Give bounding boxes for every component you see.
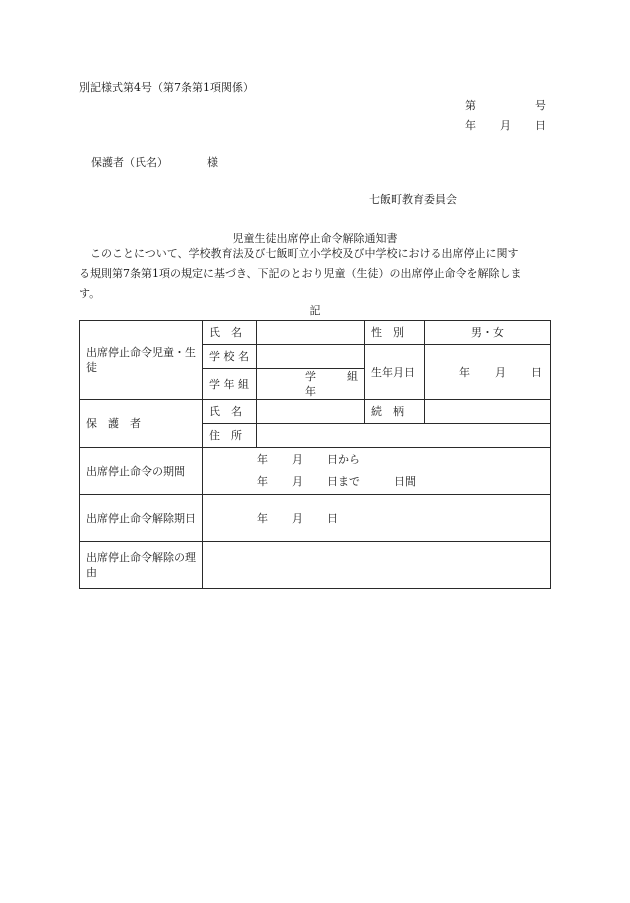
address-label-cell: 住 所 [203, 424, 257, 448]
guardian-name-field[interactable] [257, 400, 365, 424]
addressee-honorific: 様 [207, 156, 218, 169]
relation-label-cell: 続 柄 [365, 400, 425, 424]
release-date-header: 出席停止命令解除期日 [80, 495, 203, 542]
school-label-cell: 学 校 名 [203, 345, 257, 369]
reason-field[interactable] [203, 542, 551, 589]
sender: 七飯町教育委員会 [369, 193, 457, 206]
body-line-2: る規則第7条第1項の規定に基づき、下記のとおり児童（生徒）の出席停止命令を解除しま [79, 267, 522, 280]
addressee-label: 保護者（氏名） [91, 156, 168, 169]
date-month: 月 [500, 119, 511, 132]
table-row [80, 321, 551, 345]
name-label-cell: 氏 名 [203, 321, 257, 345]
sex-label-cell: 性 別 [365, 321, 425, 345]
ki-marker: 記 [309, 304, 321, 317]
reason-header: 出席停止命令解除の理由 [80, 542, 203, 589]
date-day: 日 [535, 119, 546, 132]
table-row [80, 542, 551, 589]
document-number [465, 99, 546, 113]
table-row [80, 495, 551, 542]
guardian-name-label-cell: 氏 名 [203, 400, 257, 424]
student-name-field[interactable] [257, 321, 365, 345]
school-name-field[interactable] [257, 345, 365, 369]
doc-number-suffix: 号 [535, 99, 546, 112]
table-row [80, 400, 551, 424]
relation-field[interactable] [425, 400, 551, 424]
release-notice-table [79, 320, 551, 589]
student-header: 出席停止命令児童・生徒 [80, 321, 203, 400]
date-year: 年 [465, 119, 476, 132]
grade-label-cell: 学 年 組 [203, 369, 257, 400]
guardian-header: 保 護 者 [80, 400, 203, 448]
issue-date [465, 119, 546, 133]
body-line-3: す。 [79, 287, 101, 300]
address-field[interactable] [257, 424, 551, 448]
form-number: 別記様式第4号（第7条第1項関係） [79, 81, 254, 94]
period-field[interactable]: 年 月 日から 年 月 日まで 日間 [203, 448, 551, 495]
body-line-1: このことについて、学校教育法及び七飯町立小学校及び中学校における出席停止に関す [79, 247, 519, 260]
release-date-field[interactable]: 年 月 日 [203, 495, 551, 542]
document-title: 児童生徒出席停止命令解除通知書 [232, 232, 398, 245]
period-header: 出席停止命令の期間 [80, 448, 203, 495]
grade-field[interactable]: 学年 組 [257, 369, 365, 400]
birth-date-field[interactable]: 年 月 日 [425, 345, 551, 400]
table-row [80, 448, 551, 495]
birth-label-cell: 生年月日 [365, 345, 425, 400]
body-text [79, 244, 549, 304]
sex-value[interactable]: 男・女 [425, 321, 551, 345]
doc-number-prefix: 第 [465, 99, 476, 112]
